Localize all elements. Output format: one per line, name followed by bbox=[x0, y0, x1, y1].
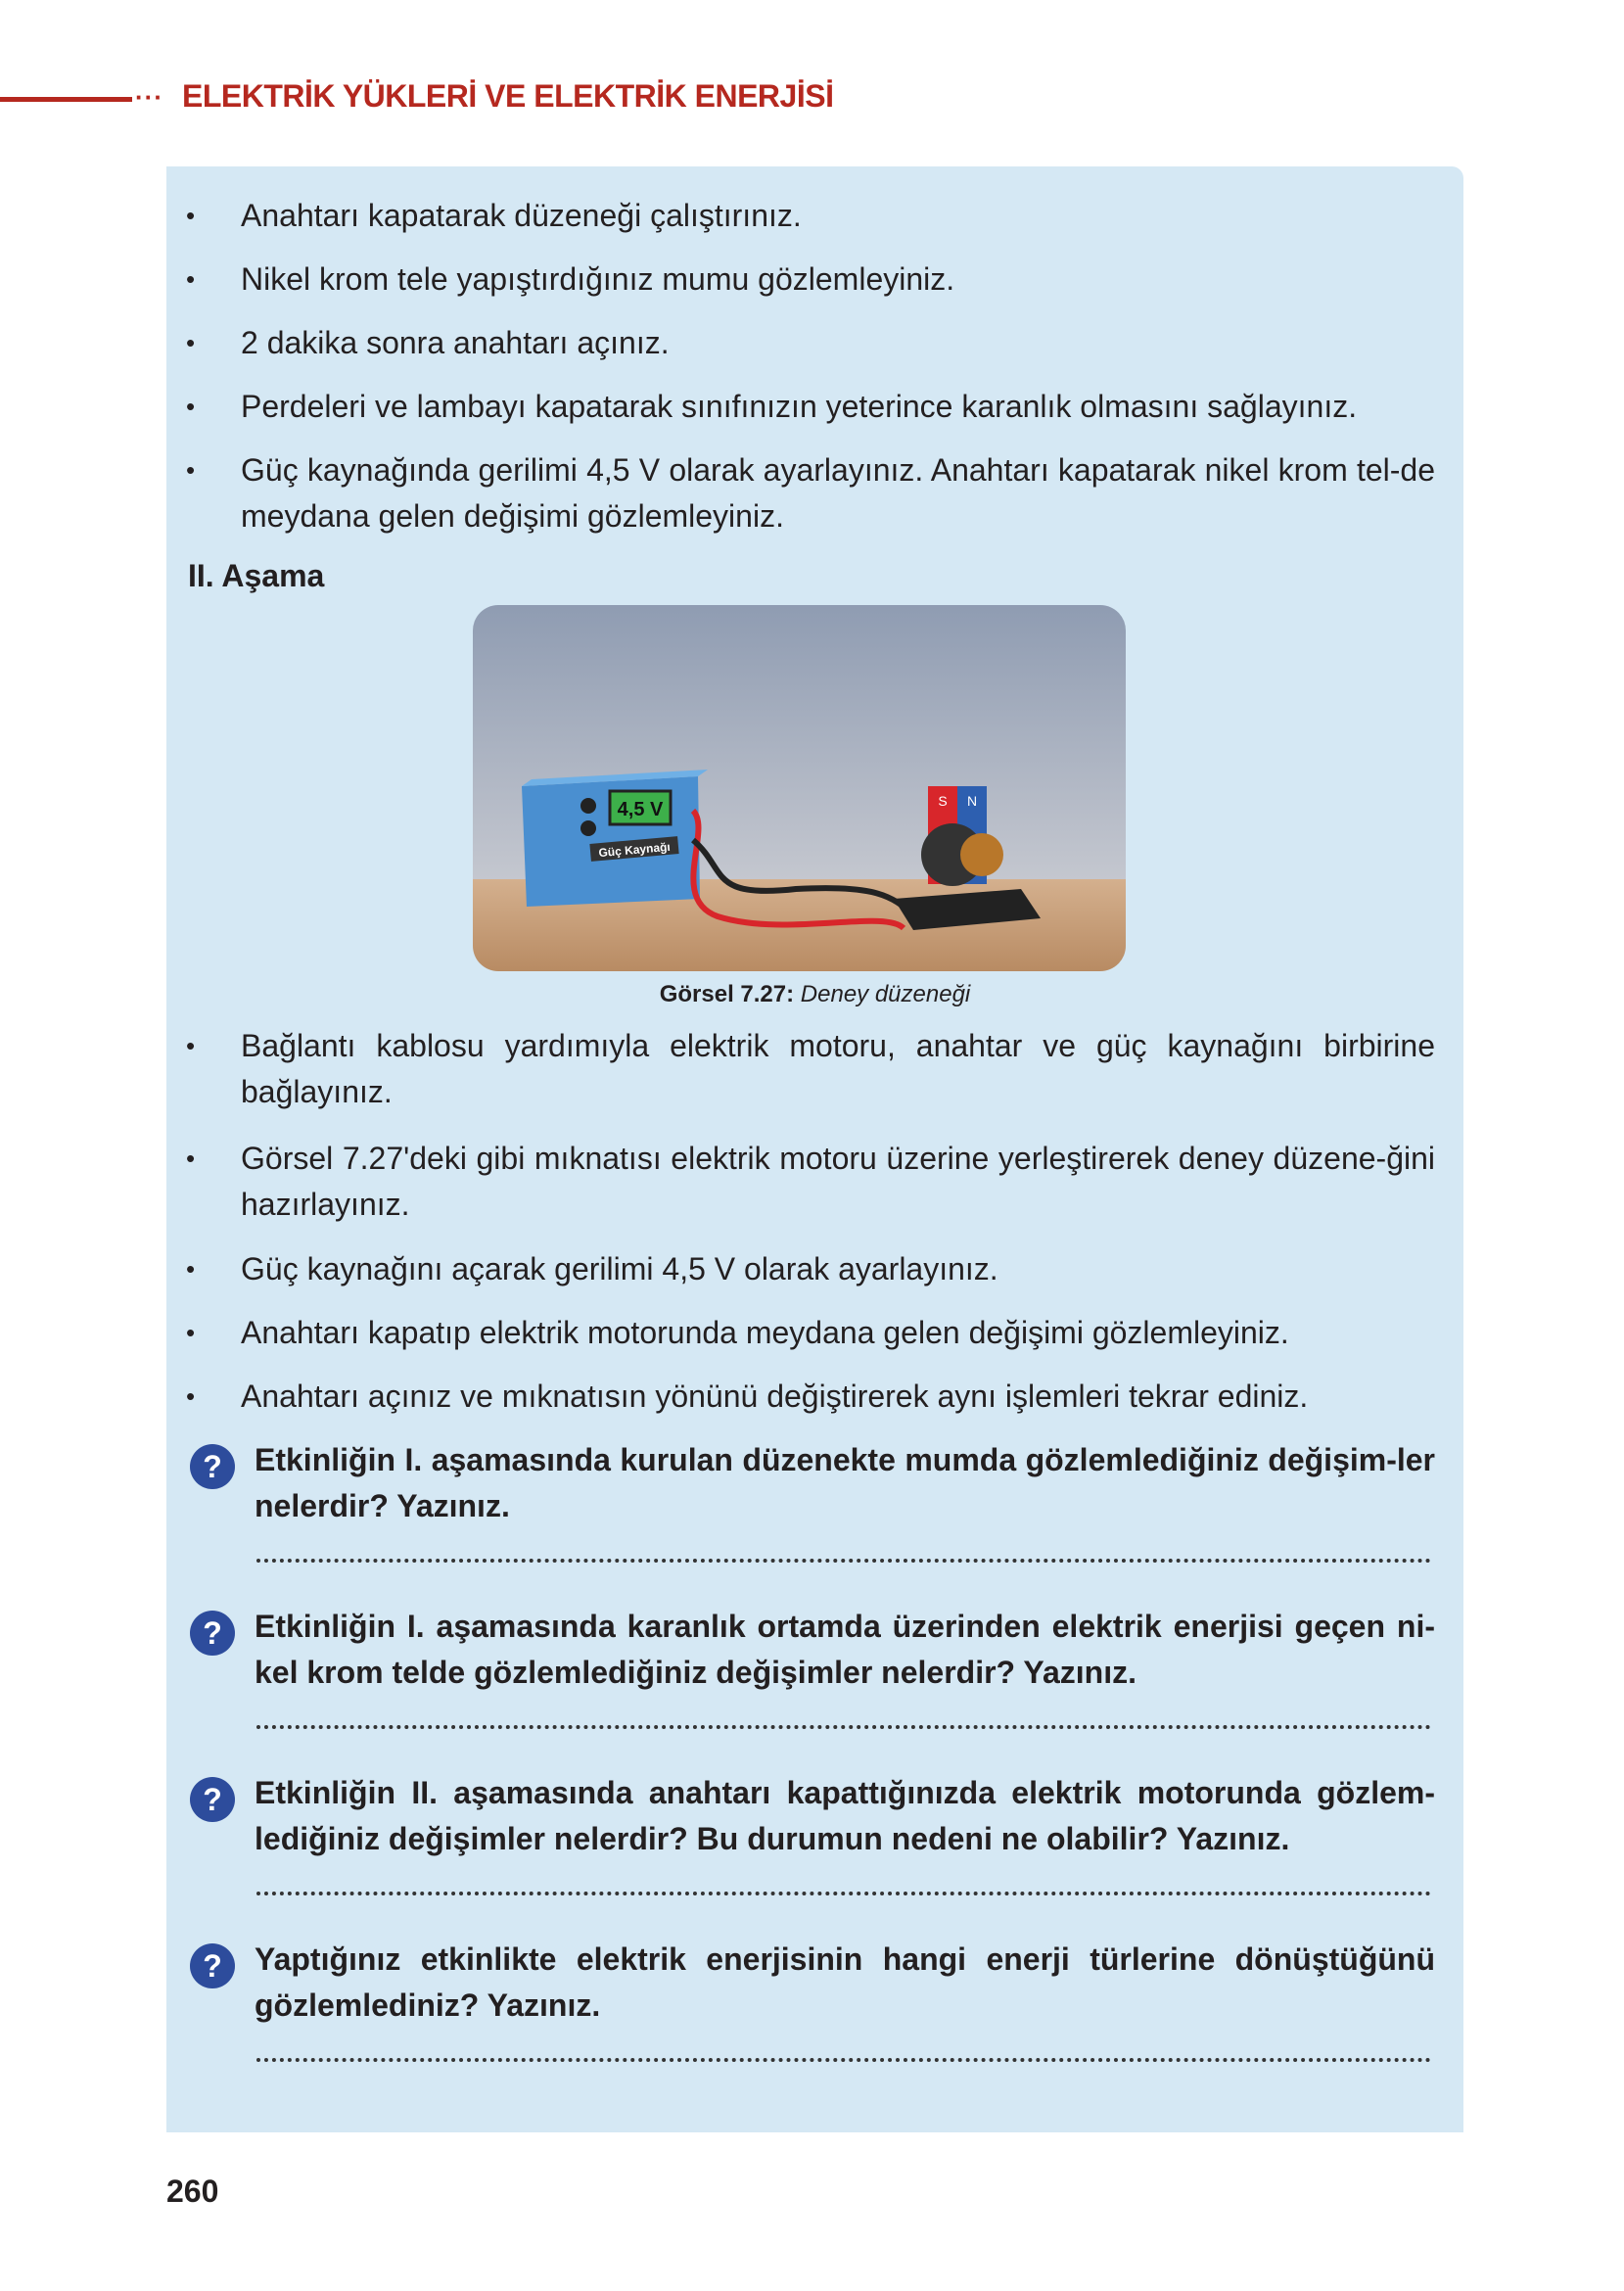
step-item: • Görsel 7.27'deki gibi mıknatısı elektrik motoru üzerine yerleştirerek deney düzene-ğini hazırlayınız. bbox=[241, 1136, 1435, 1228]
figure-caption: Görsel 7.27: Deney düzeneği bbox=[659, 981, 971, 1007]
device-label: Güç Kaynağı bbox=[597, 839, 672, 861]
answer-line[interactable] bbox=[256, 1723, 1431, 1729]
answer-line[interactable] bbox=[256, 1557, 1431, 1563]
question-text: Etkinliğin I. aşamasında kurulan düzenekte mumda gözlemlediğiniz değişim-ler nelerdir? Yazınız. bbox=[255, 1442, 1435, 1523]
chapter-title: ELEKTRİK YÜKLERİ VE ELEKTRİK ENERJİSİ bbox=[182, 78, 834, 114]
step-item: • Anahtarı kapatıp elektrik motorunda meydana gelen değişimi gözlemleyiniz. bbox=[241, 1310, 1435, 1356]
question-icon: ? bbox=[190, 1943, 235, 1988]
header-rule bbox=[0, 97, 132, 102]
step-item: • Perdeleri ve lambayı kapatarak sınıfınızın yeterince karanlık olmasını sağlayınız. bbox=[241, 384, 1435, 430]
svg-text:S: S bbox=[938, 793, 948, 809]
step-item: • Güç kaynağında gerilimi 4,5 V olarak ayarlayınız. Anahtarı kapatarak nikel krom tel-de meydana gelen değişimi gözlemleyiniz. bbox=[241, 447, 1435, 539]
power-supply-icon bbox=[522, 770, 708, 907]
experiment-photo bbox=[473, 605, 1126, 971]
question-text: Yaptığınız etkinlikte elektrik enerjisinin hangi enerji türlerine dönüştüğünü gözlemlediniz? Yazınız. bbox=[255, 1941, 1435, 2023]
answer-line[interactable] bbox=[256, 2056, 1431, 2062]
step-item: • Nikel krom tele yapıştırdığınız mumu gözlemleyiniz. bbox=[241, 257, 1435, 303]
step-item: • Güç kaynağını açarak gerilimi 4,5 V olarak ayarlayınız. bbox=[241, 1246, 1435, 1292]
stage-heading: II. Aşama bbox=[188, 558, 325, 593]
answer-line[interactable] bbox=[256, 1890, 1431, 1895]
svg-text:N: N bbox=[966, 793, 978, 809]
activity-box bbox=[166, 166, 1463, 2132]
voltage-display: 4,5 V bbox=[617, 799, 664, 820]
question-icon: ? bbox=[190, 1444, 235, 1489]
step-item: • 2 dakika sonra anahtarı açınız. bbox=[241, 320, 1435, 366]
question-text: Etkinliğin I. aşamasında karanlık ortamda üzerinden elektrik enerjisi geçen ni-kel krom telde gözlemlediğiniz değişimler nelerdir? Yazınız. bbox=[255, 1609, 1435, 1690]
step-item: • Anahtarı kapatarak düzeneği çalıştırınız. bbox=[241, 193, 1435, 239]
question-text: Etkinliğin II. aşamasında anahtarı kapattığınızda elektrik motorunda gözlem-lediğiniz değişimler nelerdir? Bu durumun nedeni ne olabilir? Yazınız. bbox=[255, 1775, 1435, 1856]
question-icon: ? bbox=[190, 1777, 235, 1822]
step-item: • Anahtarı açınız ve mıknatısın yönünü değiştirerek aynı işlemleri tekrar ediniz. bbox=[241, 1374, 1435, 1420]
page-number: 260 bbox=[166, 2174, 219, 2209]
question-icon: ? bbox=[190, 1611, 235, 1656]
step-item: • Bağlantı kablosu yardımıyla elektrik motoru, anahtar ve güç kaynağını birbirine bağlayınız. bbox=[241, 1023, 1435, 1115]
header-dots: ··· bbox=[135, 82, 163, 112]
